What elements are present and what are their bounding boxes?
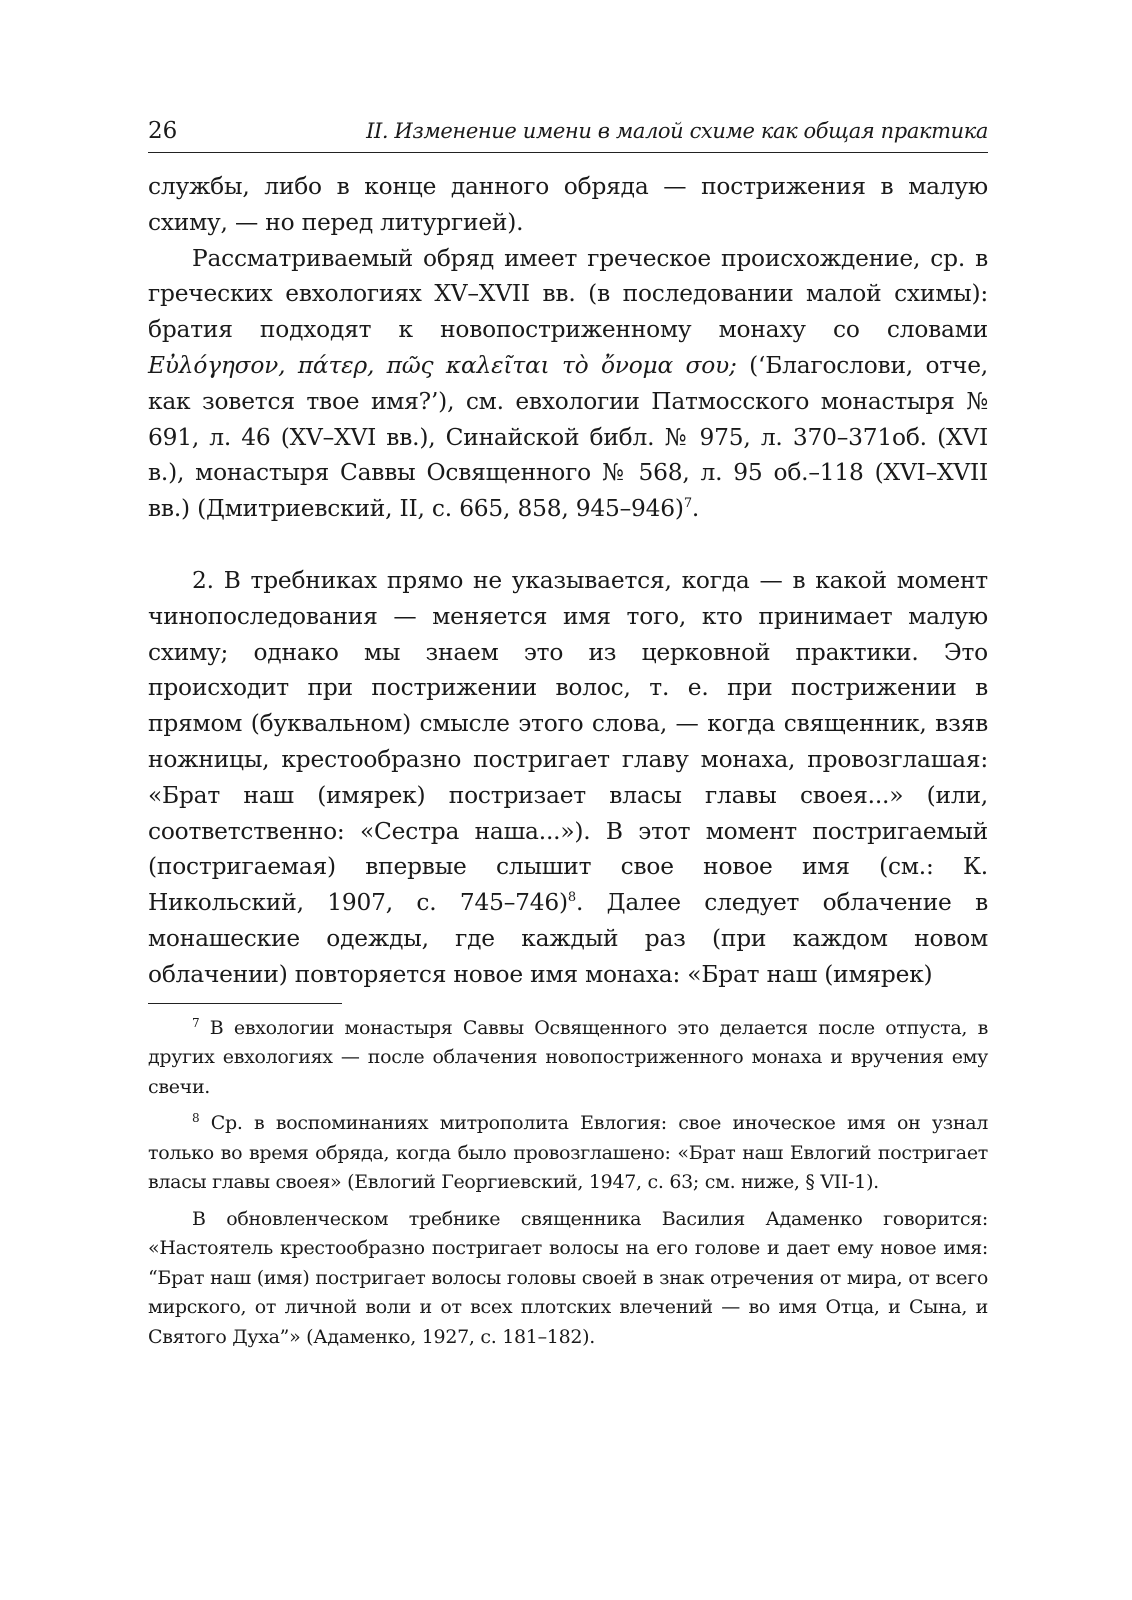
footnote-text: В евхологии монастыря Саввы Освященного это делается после отпуста, в других евхологиях — после облачения новопостриженного монаха и вручения ему свечи. (148, 1016, 988, 1098)
footnote-text: Ср. в воспоминаниях митрополита Евлогия: свое иноческое имя он узнал только во время обряда, когда было провозглашено: «Брат наш Евлогий постригает власы главы своея» (Евлогий Георгиевский, 1947, с. 63; см. ниже, § VII-1). (148, 1112, 988, 1194)
paragraph-text: (‘Благослови, отче, как зовется твое имя?’), см. евхологии Патмосского монастыря № 691, л. 46 (XV–XVI вв.), Синайской библ. № 975, л. 370–371об. (XVI в.), монастыря Саввы Освященного № 568, л. 95 об.–118 (XVI–XVII вв.) (Дмитриевский, II, с. 665, 858, 945–946) (148, 351, 988, 523)
page-number: 26 (148, 118, 178, 144)
footnote-divider (148, 1003, 342, 1004)
paragraph-section-2 (148, 563, 988, 993)
running-title: II. Изменение имени в малой схиме как общая практика (366, 119, 988, 143)
paragraph-text: . Далее следует облачение в монашеские одежды, где каждый раз (при каждом новом облачении) повторяется новое имя монаха: «Брат наш (имярек) (148, 889, 988, 988)
running-head (148, 112, 988, 153)
greek-quote: Εὐλόγησον, πάτερ, πῶς καλεῖται τὸ ὄνομα σου; (148, 351, 737, 379)
paragraph-text: . (691, 495, 700, 523)
paragraph-greek-origin (148, 241, 988, 527)
book-page (148, 112, 988, 1359)
paragraph-continuation: службы, либо в конце данного обряда — пострижения в малую схиму, — но перед литургией). (148, 173, 988, 236)
main-text (148, 169, 988, 993)
paragraph-text: Рассматриваемый обряд имеет греческое происхождение, ср. в греческих евхологиях XV–XVII вв. (в последовании малой схимы): братия подходят к новопостриженному монаху со словами (148, 244, 988, 344)
footnote-mark: 8 (192, 1111, 200, 1126)
footnote-mark: 7 (192, 1015, 200, 1030)
footnote-ref-8[interactable]: 8 (567, 890, 576, 906)
paragraph-text: 2. В требниках прямо не указывается, когда — в какой момент чинопоследования — меняется имя того, кто принимает малую схиму; однако мы знаем это из церковной практики. Это происходит при пострижении волос, т. е. при пострижении в прямом (буквальном) смысле этого слова, — когда священник, взяв ножницы, крестообразно постригает главу монаха, провозглашая: «Брат наш (имярек) постризает власы главы своея...» (или, соответственно: «Сестра наша...»). В этот момент постригаемый (постригаемая) впервые слышит свое новое имя (см.: К. Никольский, 1907, с. 745–746) (148, 566, 988, 917)
footnotes (148, 1014, 988, 1353)
footnote-ref-7[interactable]: 7 (683, 496, 692, 512)
footnote-8-continuation: В обновленческом требнике священника Василия Адаменко говорится: «Настоятель крестообразно постригает волосы на его голове и дает ему новое имя: “Брат наш (имя) постригает волосы головы своей в знак отречения от мира, от всего мирского, от личной воли и от всех плотских влечений — во имя Отца, и Сына, и Святого Духа”» (Адаменко, 1927, с. 181–182). (148, 1207, 988, 1348)
footnote-8 (148, 1109, 988, 1198)
footnote-7 (148, 1014, 988, 1103)
